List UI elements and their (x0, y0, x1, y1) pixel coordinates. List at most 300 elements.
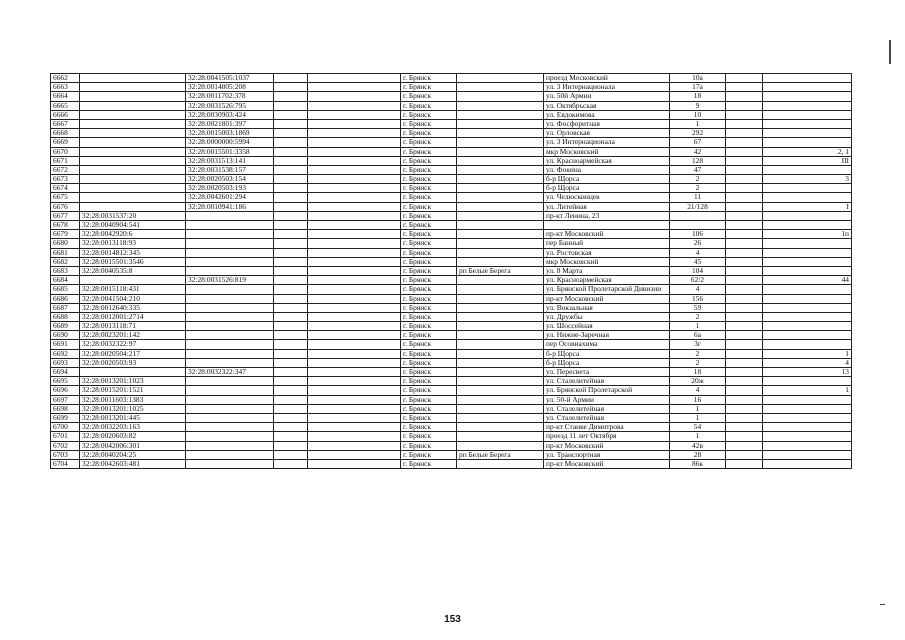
table-cell (726, 441, 763, 450)
table-cell (763, 165, 852, 174)
table-cell: пр-кт Московский (544, 230, 670, 239)
table-cell: 32:28:0020603:82 (80, 432, 186, 441)
table-row (51, 340, 852, 349)
table-cell: 42в (670, 441, 726, 450)
table-cell (726, 413, 763, 422)
table-cell: ул. Красноармейская (544, 156, 670, 165)
table-cell (763, 285, 852, 294)
table-cell (308, 92, 401, 101)
table-cell (457, 285, 544, 294)
table-cell: 32:28:0020503:193 (186, 184, 274, 193)
table-cell: 6а (670, 331, 726, 340)
table-cell: 32:28:0032322:347 (186, 368, 274, 377)
table-cell (274, 119, 308, 128)
table-cell: г. Брянск (401, 101, 457, 110)
table-cell: 104 (670, 266, 726, 275)
table-cell: 32:28:0031538:157 (186, 165, 274, 174)
table-cell: 42 (670, 147, 726, 156)
table-cell (274, 349, 308, 358)
table-cell: г. Брянск (401, 386, 457, 395)
table-cell (308, 230, 401, 239)
table-cell: 3 (763, 175, 852, 184)
table-cell (457, 92, 544, 101)
table-cell (186, 349, 274, 358)
table-cell (308, 266, 401, 275)
table-row (51, 230, 852, 239)
table-cell: 4 (670, 386, 726, 395)
table-cell (274, 441, 308, 450)
table-cell (457, 129, 544, 138)
table-cell: 32:28:0040535:8 (80, 266, 186, 275)
table-cell (186, 331, 274, 340)
table-cell (726, 175, 763, 184)
table-cell: 1 (763, 386, 852, 395)
table-cell: 32:28:0031526:795 (186, 101, 274, 110)
table-cell (726, 119, 763, 128)
table-cell (457, 239, 544, 248)
scan-artifact-mark (880, 604, 885, 605)
table-cell (457, 147, 544, 156)
table-cell: 6696 (51, 386, 80, 395)
table-cell: 1п (763, 230, 852, 239)
table-cell (763, 184, 852, 193)
table-cell: г. Брянск (401, 202, 457, 211)
table-row (51, 202, 852, 211)
table-cell: г. Брянск (401, 257, 457, 266)
table-cell: 32:28:0013201:1025 (80, 404, 186, 413)
table-cell (274, 147, 308, 156)
table-cell: 32:28:0013118:93 (80, 239, 186, 248)
table-cell: 128 (670, 156, 726, 165)
table-cell (726, 276, 763, 285)
table-cell: г. Брянск (401, 441, 457, 450)
table-cell: 32:28:0015118:431 (80, 285, 186, 294)
table-cell (457, 413, 544, 422)
table-cell: 32:28:0000000:5994 (186, 138, 274, 147)
table-cell (274, 386, 308, 395)
table-cell: 1 (670, 413, 726, 422)
table-cell: 1 (670, 404, 726, 413)
table-cell (80, 184, 186, 193)
table-cell (544, 221, 670, 230)
table-cell (726, 423, 763, 432)
table-cell: б-р Щорса (544, 349, 670, 358)
table-cell (457, 441, 544, 450)
table-cell: 6681 (51, 248, 80, 257)
table-cell: г. Брянск (401, 248, 457, 257)
table-row (51, 119, 852, 128)
table-cell: 292 (670, 129, 726, 138)
table-cell (274, 193, 308, 202)
table-cell (726, 340, 763, 349)
table-row (51, 285, 852, 294)
table-cell: г. Брянск (401, 432, 457, 441)
table-cell: 10 (670, 110, 726, 119)
table-cell: 32:28:0021801:397 (186, 119, 274, 128)
table-cell (274, 276, 308, 285)
table-cell: 6672 (51, 165, 80, 174)
table-cell: г. Брянск (401, 129, 457, 138)
table-cell: 32:28:0041504:210 (80, 294, 186, 303)
table-cell: 32:28:0013201:1023 (80, 377, 186, 386)
table-cell: 6691 (51, 340, 80, 349)
table-cell: г. Брянск (401, 276, 457, 285)
table-cell (763, 211, 852, 220)
table-cell: 6671 (51, 156, 80, 165)
table-row (51, 413, 852, 422)
table-cell (274, 395, 308, 404)
table-cell: 2 (670, 349, 726, 358)
table-cell (457, 110, 544, 119)
table-cell (80, 175, 186, 184)
table-cell (308, 74, 401, 83)
table-cell: 2, 1 (763, 147, 852, 156)
table-cell: 2 (670, 184, 726, 193)
table-cell: 1 (763, 349, 852, 358)
table-cell: 1 (670, 432, 726, 441)
page-number: 153 (444, 614, 461, 625)
table-cell (274, 156, 308, 165)
table-cell (274, 138, 308, 147)
table-row (51, 423, 852, 432)
table-cell (726, 184, 763, 193)
table-cell: 1 (670, 322, 726, 331)
table-cell: III (763, 156, 852, 165)
table-cell (726, 147, 763, 156)
table-cell (274, 248, 308, 257)
table-cell (457, 248, 544, 257)
table-cell (726, 266, 763, 275)
table-cell (457, 175, 544, 184)
table-cell (186, 441, 274, 450)
table-row (51, 257, 852, 266)
table-cell (274, 459, 308, 468)
table-cell (763, 395, 852, 404)
table-body (51, 74, 852, 469)
table-row (51, 110, 852, 119)
table-row (51, 74, 852, 83)
table-cell (186, 230, 274, 239)
table-cell: пр-кт Станке Димитрова (544, 423, 670, 432)
table-cell: г. Брянск (401, 175, 457, 184)
table-cell: 32:28:0015501:3358 (186, 147, 274, 156)
table-cell: 4 (763, 358, 852, 367)
table-cell (186, 257, 274, 266)
table-cell (308, 413, 401, 422)
table-cell (308, 404, 401, 413)
table-cell: рп Белые Берега (457, 450, 544, 459)
table-cell: 6703 (51, 450, 80, 459)
table-cell (308, 285, 401, 294)
table-cell: 6673 (51, 175, 80, 184)
table-cell (274, 266, 308, 275)
table-cell: 32:28:0020503:93 (80, 358, 186, 367)
table-cell (726, 138, 763, 147)
table-cell (308, 322, 401, 331)
table-cell (308, 395, 401, 404)
table-cell (726, 202, 763, 211)
table-cell: 16 (670, 395, 726, 404)
table-cell (726, 248, 763, 257)
table-cell (308, 441, 401, 450)
table-cell: 32:28:0041505:1037 (186, 74, 274, 83)
table-cell (763, 404, 852, 413)
table-row (51, 92, 852, 101)
table-cell (763, 257, 852, 266)
table-cell (726, 101, 763, 110)
table-cell (726, 349, 763, 358)
table-cell: ул. Дружбы (544, 312, 670, 321)
table-cell (308, 184, 401, 193)
table-cell: 32:28:0031513:141 (186, 156, 274, 165)
table-cell (726, 83, 763, 92)
table-cell (726, 294, 763, 303)
table-cell: 6663 (51, 83, 80, 92)
table-cell: 45 (670, 257, 726, 266)
table-cell (274, 303, 308, 312)
table-cell: ул. Сталелитейная (544, 377, 670, 386)
table-cell (763, 331, 852, 340)
table-cell: пр-кт Ленина, 23 (544, 211, 670, 220)
table-cell (186, 312, 274, 321)
table-cell: 6682 (51, 257, 80, 266)
table-cell (726, 156, 763, 165)
table-cell (763, 312, 852, 321)
table-cell: 44 (763, 276, 852, 285)
table-row (51, 221, 852, 230)
table-cell (308, 165, 401, 174)
table-cell (80, 165, 186, 174)
table-row (51, 450, 852, 459)
table-cell (457, 368, 544, 377)
table-cell (726, 165, 763, 174)
table-cell: 32:28:0040204:25 (80, 450, 186, 459)
table-cell: 6692 (51, 349, 80, 358)
table-cell: 28 (670, 450, 726, 459)
table-cell (726, 459, 763, 468)
table-cell: 6679 (51, 230, 80, 239)
table-cell (763, 110, 852, 119)
table-row (51, 276, 852, 285)
table-row (51, 368, 852, 377)
table-cell (457, 74, 544, 83)
table-cell (308, 450, 401, 459)
table-cell (457, 101, 544, 110)
table-row (51, 349, 852, 358)
table-cell (726, 285, 763, 294)
table-cell: 32:28:0031537:20 (80, 211, 186, 220)
table-cell (308, 248, 401, 257)
table-cell (274, 294, 308, 303)
table-cell (457, 386, 544, 395)
table-row (51, 303, 852, 312)
table-cell: 6670 (51, 147, 80, 156)
table-cell: 32:28:0014812:345 (80, 248, 186, 257)
table-cell: 3г (670, 340, 726, 349)
table-cell (726, 221, 763, 230)
table-cell: пер Осовиахима (544, 340, 670, 349)
table-cell (186, 211, 274, 220)
table-cell: 106 (670, 230, 726, 239)
table-cell (308, 312, 401, 321)
table-cell (763, 450, 852, 459)
table-cell (308, 156, 401, 165)
table-cell: г. Брянск (401, 110, 457, 119)
table-cell: 6669 (51, 138, 80, 147)
table-row (51, 358, 852, 367)
table-cell (186, 459, 274, 468)
table-cell (308, 459, 401, 468)
table-cell: 10а (670, 74, 726, 83)
table-cell: ул. Нижне-Заречная (544, 331, 670, 340)
table-cell: г. Брянск (401, 92, 457, 101)
table-cell (763, 413, 852, 422)
table-cell (763, 423, 852, 432)
table-cell: ул. Челюскинцев (544, 193, 670, 202)
table-cell (726, 386, 763, 395)
table-cell (186, 377, 274, 386)
table-cell (457, 276, 544, 285)
table-cell (726, 211, 763, 220)
table-cell: 32:28:0012640:335 (80, 303, 186, 312)
table-cell (726, 331, 763, 340)
table-cell (308, 257, 401, 266)
table-cell (457, 432, 544, 441)
table-cell (274, 377, 308, 386)
table-cell (457, 322, 544, 331)
table-cell: г. Брянск (401, 395, 457, 404)
table-cell: г. Брянск (401, 285, 457, 294)
table-cell: ул. Фосфоритная (544, 119, 670, 128)
table-cell (457, 184, 544, 193)
table-cell: г. Брянск (401, 459, 457, 468)
table-cell (186, 386, 274, 395)
table-cell: 6666 (51, 110, 80, 119)
table-cell: г. Брянск (401, 423, 457, 432)
table-cell (186, 239, 274, 248)
table-cell (80, 92, 186, 101)
table-cell: ул. 8 Марта (544, 266, 670, 275)
table-cell (457, 459, 544, 468)
table-cell (308, 276, 401, 285)
table-cell: 32:28:0042603:481 (80, 459, 186, 468)
table-cell (763, 129, 852, 138)
table-cell: 1 (670, 119, 726, 128)
table-cell (308, 239, 401, 248)
table-cell (274, 285, 308, 294)
table-cell (726, 432, 763, 441)
table-cell (186, 413, 274, 422)
table-cell (763, 294, 852, 303)
table-cell: г. Брянск (401, 138, 457, 147)
registry-table (50, 73, 852, 469)
table-cell: 6683 (51, 266, 80, 275)
table-cell (763, 119, 852, 128)
table-cell (726, 129, 763, 138)
table-cell (274, 413, 308, 422)
table-cell: 6702 (51, 441, 80, 450)
table-cell (274, 322, 308, 331)
table-cell: 32:28:0042006:301 (80, 441, 186, 450)
table-cell: г. Брянск (401, 193, 457, 202)
table-cell (457, 119, 544, 128)
table-cell: г. Брянск (401, 230, 457, 239)
table-cell (726, 193, 763, 202)
table-cell: 9 (670, 101, 726, 110)
table-row (51, 432, 852, 441)
table-cell: 32:28:0010941:186 (186, 202, 274, 211)
table-cell (80, 119, 186, 128)
table-cell (274, 92, 308, 101)
table-cell (308, 221, 401, 230)
table-cell (308, 202, 401, 211)
table-cell: 6686 (51, 294, 80, 303)
table-cell: 47 (670, 165, 726, 174)
table-row (51, 101, 852, 110)
table-cell: 32:28:0013201:445 (80, 413, 186, 422)
table-cell (726, 257, 763, 266)
table-cell: 2 (670, 312, 726, 321)
table-row (51, 294, 852, 303)
table-cell: 6685 (51, 285, 80, 294)
table-cell (308, 294, 401, 303)
table-cell: 59 (670, 303, 726, 312)
table-cell: ул. Ростовская (544, 248, 670, 257)
table-row (51, 239, 852, 248)
table-cell (186, 450, 274, 459)
table-cell (274, 331, 308, 340)
table-cell (308, 423, 401, 432)
table-cell: г. Брянск (401, 294, 457, 303)
table-cell (308, 101, 401, 110)
scan-artifact-mark (889, 40, 891, 64)
table-cell: г. Брянск (401, 165, 457, 174)
table-cell: 11 (670, 193, 726, 202)
table-cell (80, 138, 186, 147)
table-cell (308, 340, 401, 349)
table-cell: б-р Щорса (544, 175, 670, 184)
table-cell (274, 101, 308, 110)
table-cell (457, 221, 544, 230)
table-cell (763, 266, 852, 275)
table-cell: пр-кт Московский (544, 459, 670, 468)
table-cell (80, 101, 186, 110)
table-row (51, 129, 852, 138)
table-cell (186, 285, 274, 294)
table-cell (726, 92, 763, 101)
table-cell: 32:28:0030903:424 (186, 110, 274, 119)
table-row (51, 459, 852, 468)
table-cell (457, 230, 544, 239)
table-cell (726, 322, 763, 331)
table-cell: 6704 (51, 459, 80, 468)
table-cell (274, 423, 308, 432)
table-cell: 6668 (51, 129, 80, 138)
table-cell (186, 358, 274, 367)
table-cell (274, 230, 308, 239)
table-row (51, 193, 852, 202)
table-cell (763, 432, 852, 441)
table-cell: г. Брянск (401, 322, 457, 331)
table-cell (308, 331, 401, 340)
table-cell: г. Брянск (401, 340, 457, 349)
table-cell (763, 239, 852, 248)
table-cell: 6664 (51, 92, 80, 101)
table-row (51, 386, 852, 395)
table-cell (186, 266, 274, 275)
table-cell: 32:28:0042601:294 (186, 193, 274, 202)
table-cell: 32:28:0015201:1521 (80, 386, 186, 395)
